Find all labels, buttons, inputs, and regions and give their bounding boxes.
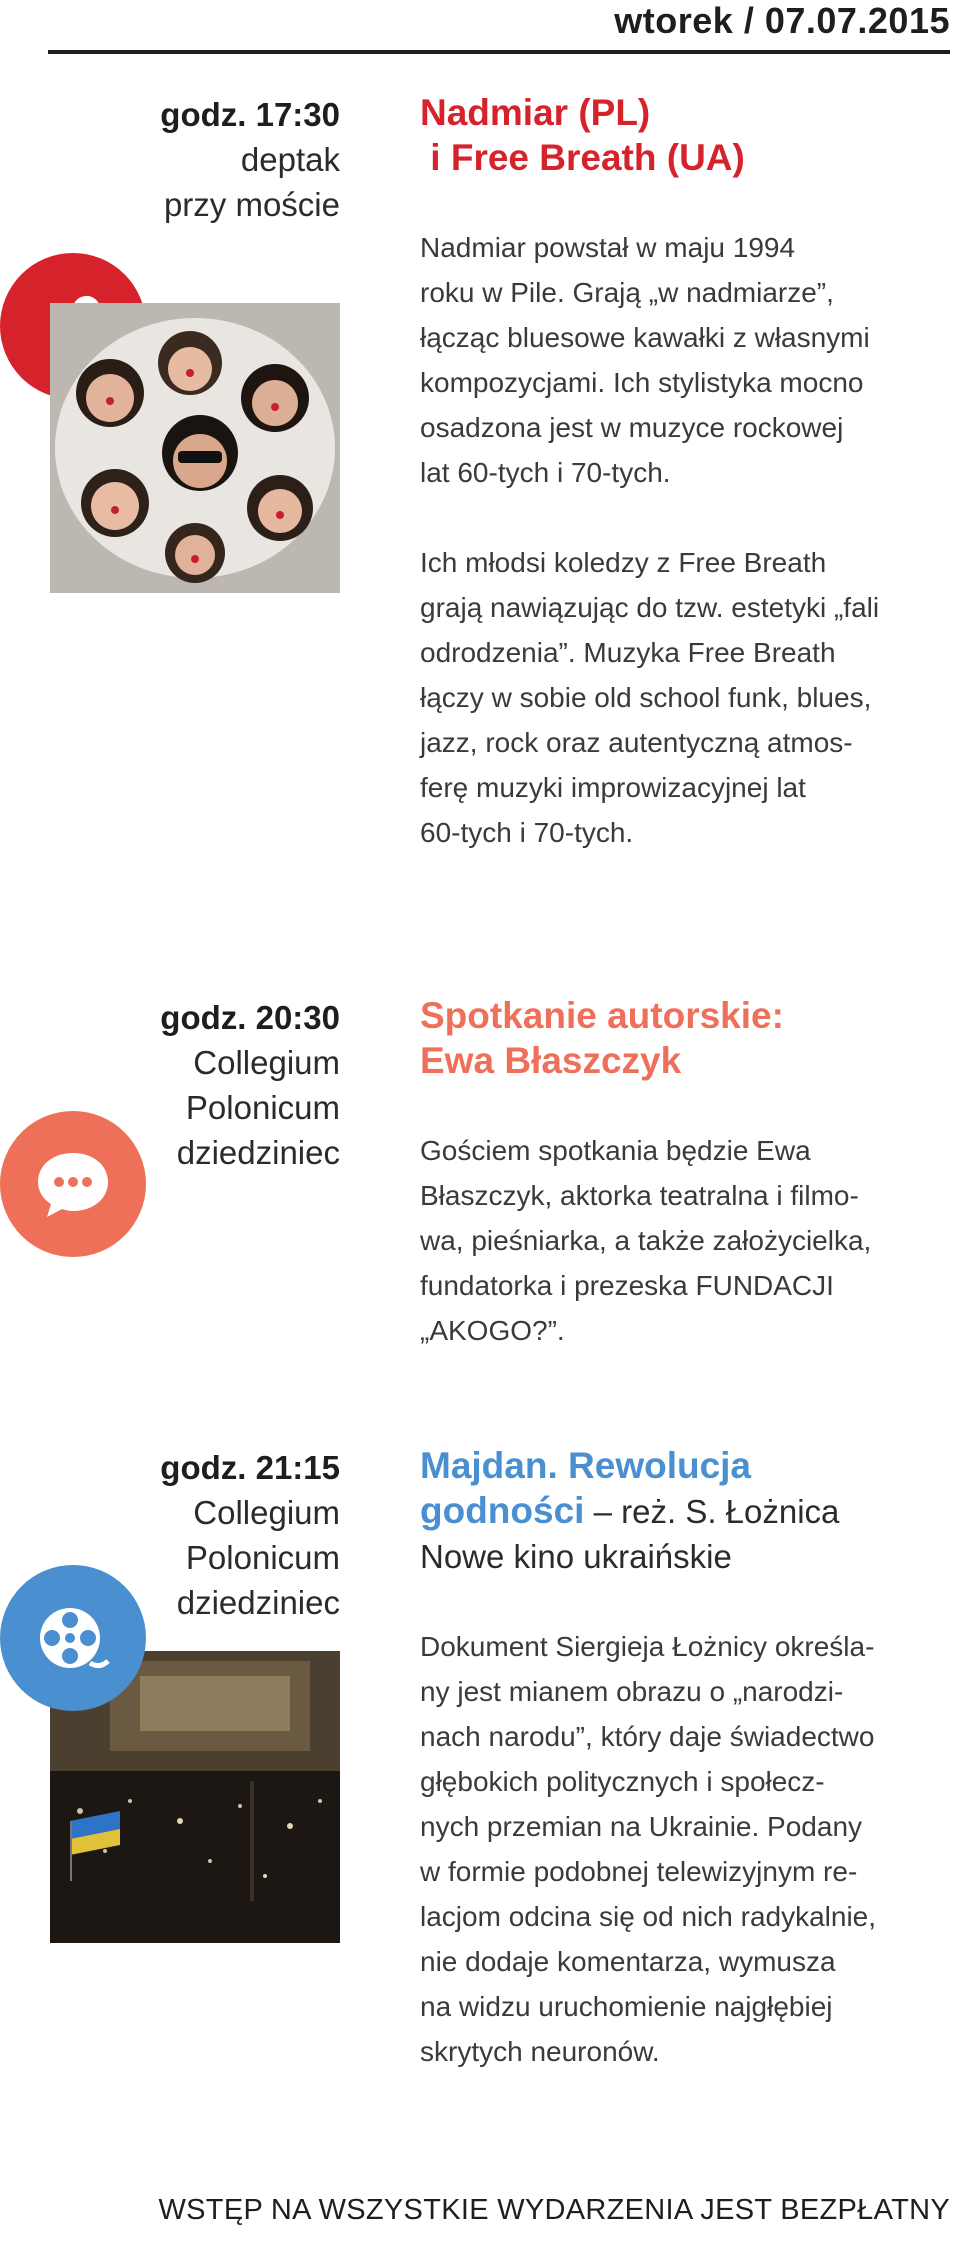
description-line: fundatorka i prezeska FUNDACJI [420,1270,834,1301]
description-line: lat 60-tych i 70-tych. [420,457,671,488]
event-description [420,540,950,855]
description-line: na widzu uruchomienie najgłębiej [420,1991,833,2022]
event-director: – reż. S. Łożnica [584,1493,840,1530]
description-line: 60-tych i 70-tych. [420,817,634,848]
event-place-line: przy moście [163,186,340,223]
event-title [420,1443,950,1534]
event-title-line: Nadmiar (PL) [420,92,651,133]
description-line: łącząc bluesowe kawałki z własnymi [420,322,870,353]
event-description [420,1128,950,1353]
description-line: nych przemian na Ukrainie. Podany [420,1811,863,1842]
event-title-line-2 [420,1488,950,1534]
description-line: skrytych neuronów. [420,2036,660,2067]
description-line: jazz, rock oraz autentyczną atmos- [420,727,853,758]
event-description [420,1624,950,2074]
description-line: ny jest mianem obrazu o „narodzi- [420,1676,844,1707]
description-line: grają nawiązując do tzw. estetyki „fali [420,592,880,623]
event-time: godz. 17:30 [160,96,340,133]
event-subtitle: Nowe kino ukraińskie [420,1538,732,1575]
description-line: w formie podobnej telewizyjnym re- [420,1856,858,1887]
description-line: łączy w sobie old school funk, blues, [420,682,872,713]
description-line: ferę muzyki improwizacyjnej lat [420,772,806,803]
event-title [420,993,950,1083]
film-reel-icon [28,1593,118,1683]
header-rule [48,50,950,54]
band-photo [50,303,340,593]
event-2-icon-circle [0,1111,146,1257]
event-place-line: deptak [240,141,340,178]
event-2-content [420,993,950,1353]
description-line: Błaszczyk, aktorka teatralna i filmo- [420,1180,859,1211]
event-place-line: dziedziniec [176,1584,340,1621]
event-3-content [420,1443,950,2074]
event-title-line: Spotkanie autorskie: [420,995,784,1036]
description-line: wa, pieśniarka, a także założycielka, [420,1225,872,1256]
event-time: godz. 21:15 [160,1449,340,1486]
event-description [420,225,950,495]
speech-bubble-icon [28,1139,118,1229]
description-line: odrodzenia”. Muzyka Free Breath [420,637,836,668]
description-line: Nadmiar powstał w maju 1994 [420,232,796,263]
event-1-meta [0,92,340,227]
page-date: wtorek / 07.07.2015 [614,0,950,41]
event-place-line: Polonicum [185,1089,340,1126]
event-place-line: Polonicum [185,1539,340,1576]
event-title [420,90,950,180]
description-line: Dokument Siergieja Łożnicy określa- [420,1631,875,1662]
description-line: roku w Pile. Grają „w nadmiarze”, [420,277,834,308]
description-line: nach narodu”, który daje świadectwo [420,1721,875,1752]
description-line: głębokich politycznych i społecz- [420,1766,825,1797]
event-title-line: godności [420,1490,585,1531]
event-place-line: dziedziniec [176,1134,340,1171]
event-title-line: i Free Breath (UA) [420,137,745,178]
event-1-content [420,90,950,855]
event-place-line: Collegium [193,1494,340,1531]
description-line: Ich młodsi koledzy z Free Breath [420,547,827,578]
event-place-line: Collegium [193,1044,340,1081]
description-line: osadzona jest w muzyce rockowej [420,412,844,443]
description-line: nie dodaje komentarza, wymusza [420,1946,836,1977]
description-line: lacjom odcina się od nich radykalnie, [420,1901,877,1932]
event-3-icon-circle [0,1565,146,1711]
event-title-line: Majdan. Rewolucja [420,1445,752,1486]
event-time: godz. 20:30 [160,999,340,1036]
event-title-line: Ewa Błaszczyk [420,1040,682,1081]
description-line: „AKOGO?”. [420,1315,565,1346]
description-line: Gościem spotkania będzie Ewa [420,1135,811,1166]
description-line: kompozycjami. Ich stylistyka mocno [420,367,864,398]
free-entry-footer: WSTĘP NA WSZYSTKIE WYDARZENIA JEST BEZPŁATNY [158,2194,950,2226]
